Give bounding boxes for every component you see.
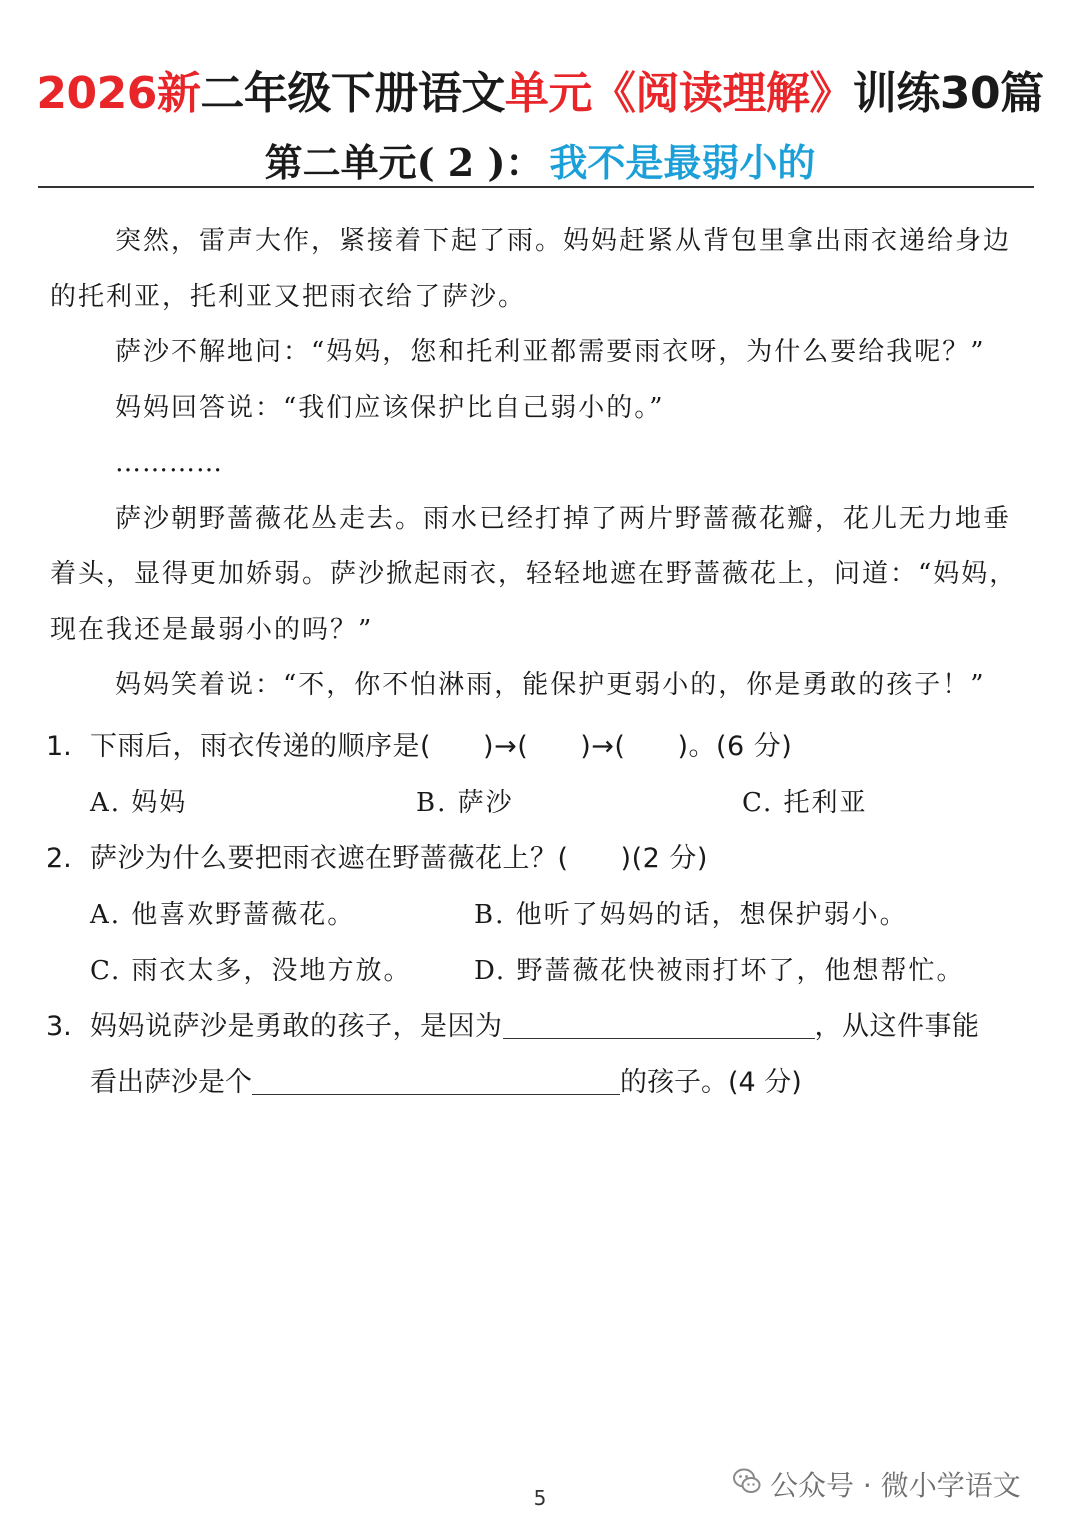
question-number: 2. xyxy=(46,843,72,874)
title-unit: 单元《阅读理解》 xyxy=(504,68,853,119)
passage-paragraph: 萨沙不解地问：“妈妈，您和托利亚都需要雨衣呀，为什么要给我呢？” xyxy=(115,337,986,367)
passage-paragraph: 妈妈回答说：“我们应该保护比自己弱小的。” xyxy=(115,392,665,423)
question-stem xyxy=(90,999,980,1055)
question-1 xyxy=(46,719,1034,775)
stem-text: 下雨后，雨衣传递的顺序是( xyxy=(90,731,432,762)
stem-text: ，从这件事能 xyxy=(814,1011,980,1042)
section-subtitle xyxy=(0,136,1080,190)
option-a: A. 妈妈 xyxy=(90,788,188,818)
stem-text: )→( xyxy=(483,731,529,762)
stem-text: 的孩子。(4 分) xyxy=(620,1067,802,1098)
passage-ellipsis: ………… xyxy=(115,448,223,478)
stem-text: 妈妈说萨沙是勇敢的孩子，是因为 xyxy=(90,1011,503,1042)
stem-text: 萨沙为什么要把雨衣遮在野蔷薇花上？( xyxy=(90,843,569,874)
option-c: C. 托利亚 xyxy=(742,788,868,818)
passage-paragraph: 妈妈笑着说：“不，你不怕淋雨，能保护更弱小的，你是勇敢的孩子！” xyxy=(115,670,986,700)
stem-text: )(2 分) xyxy=(620,843,708,874)
title-year: 2026 xyxy=(36,68,157,119)
stem-text: )。(6 分) xyxy=(677,731,793,762)
option-d: D. 野蔷薇花快被雨打坏了，他想帮忙。 xyxy=(474,956,965,986)
question-2-options-row2 xyxy=(46,943,1034,999)
title-training: 训练30篇 xyxy=(852,68,1044,119)
watermark-text: 公众号 · 微小学语文 xyxy=(770,1469,1021,1502)
passage-paragraph: 突然，雷声大作，紧接着下起了雨。妈妈赶紧从背包里拿出雨衣递给身边的托利亚，托利亚又把雨衣给了萨沙。 xyxy=(50,226,1012,312)
option-b: B. 萨沙 xyxy=(416,788,514,818)
question-stem xyxy=(90,831,708,887)
reading-passage xyxy=(50,214,1034,714)
title-new: 新 xyxy=(156,68,201,119)
passage-paragraph: 萨沙朝野蔷薇花丛走去。雨水已经打掉了两片野蔷薇花瓣，花儿无力地垂着头，显得更加娇弱。萨沙掀起雨衣，轻轻地遮在野蔷薇花上，问道：“妈妈，现在我还是最弱小的吗？” xyxy=(50,503,1018,645)
question-2-options-row1 xyxy=(46,887,1034,943)
option-c: C. 雨衣太多，没地方放。 xyxy=(90,956,412,986)
question-stem xyxy=(90,719,792,775)
question-3 xyxy=(46,999,1034,1055)
title-grade: 二年级下册语文 xyxy=(200,68,505,119)
question-number: 1. xyxy=(46,731,72,762)
option-a: A. 他喜欢野蔷薇花。 xyxy=(90,900,356,930)
question-2 xyxy=(46,831,1034,887)
question-3-continued xyxy=(46,1055,1034,1111)
questions-section xyxy=(46,719,1034,1111)
stem-text: 看出萨沙是个 xyxy=(90,1067,252,1098)
question-1-options xyxy=(46,775,1034,831)
answer-line[interactable] xyxy=(252,1063,620,1095)
subtitle-highlight: 我不是最弱小的 xyxy=(549,140,816,185)
page-title xyxy=(0,62,1080,126)
answer-line[interactable] xyxy=(503,1007,815,1039)
stem-text: )→( xyxy=(580,731,626,762)
page-number: 5 xyxy=(533,1486,547,1510)
subtitle-prefix: 第二单元( 2 )： xyxy=(264,140,544,185)
question-number: 3. xyxy=(46,1011,72,1042)
option-b: B. 他听了妈妈的话，想保护弱小。 xyxy=(474,900,908,930)
header-divider xyxy=(38,186,1034,188)
